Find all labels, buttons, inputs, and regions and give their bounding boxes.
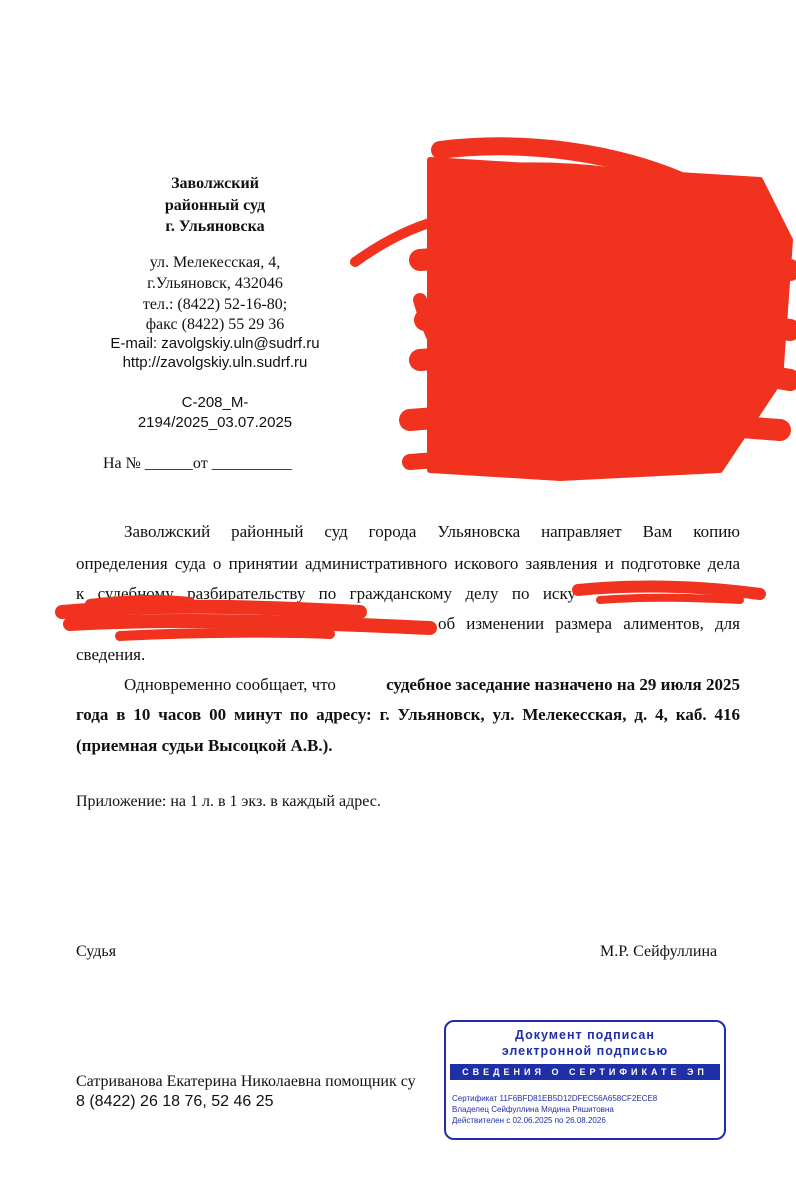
court-name-line-3: г. Ульяновска <box>165 218 265 235</box>
redaction-scribble-recipient <box>355 146 790 478</box>
court-phone: тел.: (8422) 52-16-80; <box>142 296 288 313</box>
reference-number-line-1: С-208_М- <box>181 394 249 411</box>
paragraph-1-line-3: к судебному разбирательству по гражданскому делу по иску <box>76 584 576 603</box>
stamp-owner: Владелец Сейфуллина Мядина Ряшитовна <box>452 1105 614 1114</box>
court-email: E-mail: zavolgskiy.uln@sudrf.ru <box>110 335 320 352</box>
stamp-certificate-bar: СВЕДЕНИЯ О СЕРТИФИКАТЕ ЭП <box>450 1064 720 1080</box>
stamp-certificate-number: Сертификат 11F6BFD81EB5D12DFEC56A658CF2ECE8 <box>452 1094 658 1103</box>
hearing-date-text: судебное заседание назначено на 29 июля 2025 <box>386 675 740 694</box>
court-name-line-2: районный суд <box>164 197 266 214</box>
paragraph-2-intro: Одновременно сообщает, что <box>124 675 336 694</box>
stamp-title-line-2: электронной подписью <box>501 1044 669 1058</box>
signature-name: М.Р. Сейфуллина <box>600 943 718 960</box>
paragraph-2-line-1 <box>124 675 740 695</box>
stamp-validity: Действителен с 02.06.2025 по 26.08.2026 <box>452 1116 606 1125</box>
paragraph-1-line-5: сведения. <box>76 645 146 664</box>
paragraph-1-line-1: Заволжский районный суд города Ульяновска направляет Вам копию <box>124 522 740 541</box>
court-address-line-2: г.Ульяновск, 432046 <box>147 275 283 292</box>
attachment-note: Приложение: на 1 л. в 1 экз. в каждый адрес. <box>76 793 381 810</box>
paragraph-1-line-2: определения суда о принятии административного искового заявления и подготовке дела <box>76 554 740 573</box>
assistant-phones: 8 (8422) 26 18 76, 52 46 25 <box>76 1093 274 1110</box>
incoming-number-field: На № ______от __________ <box>103 455 292 472</box>
hearing-time-address-text: года в 10 часов 00 минут по адресу: г. Ульяновск, ул. Мелекесская, д. 4, каб. 416 <box>76 705 740 724</box>
signature-role: Судья <box>76 943 117 960</box>
paragraph-1-line-4-tail: об изменении размера алиментов, для <box>438 614 740 633</box>
electronic-signature-stamp <box>444 1020 726 1140</box>
court-website: http://zavolgskiy.uln.sudrf.ru <box>122 354 308 371</box>
hearing-room-text: (приемная судьи Высоцкой А.В.). <box>76 736 333 755</box>
court-fax: факс (8422) 55 29 36 <box>145 316 285 333</box>
court-address-line-1: ул. Мелекесская, 4, <box>149 254 281 271</box>
reference-number-line-2: 2194/2025_03.07.2025 <box>137 414 293 431</box>
assistant-name: Сатриванова Екатерина Николаевна помощник су <box>76 1073 416 1090</box>
court-name-line-1: Заволжский <box>171 175 259 192</box>
stamp-title-line-1: Документ подписан <box>515 1028 655 1042</box>
